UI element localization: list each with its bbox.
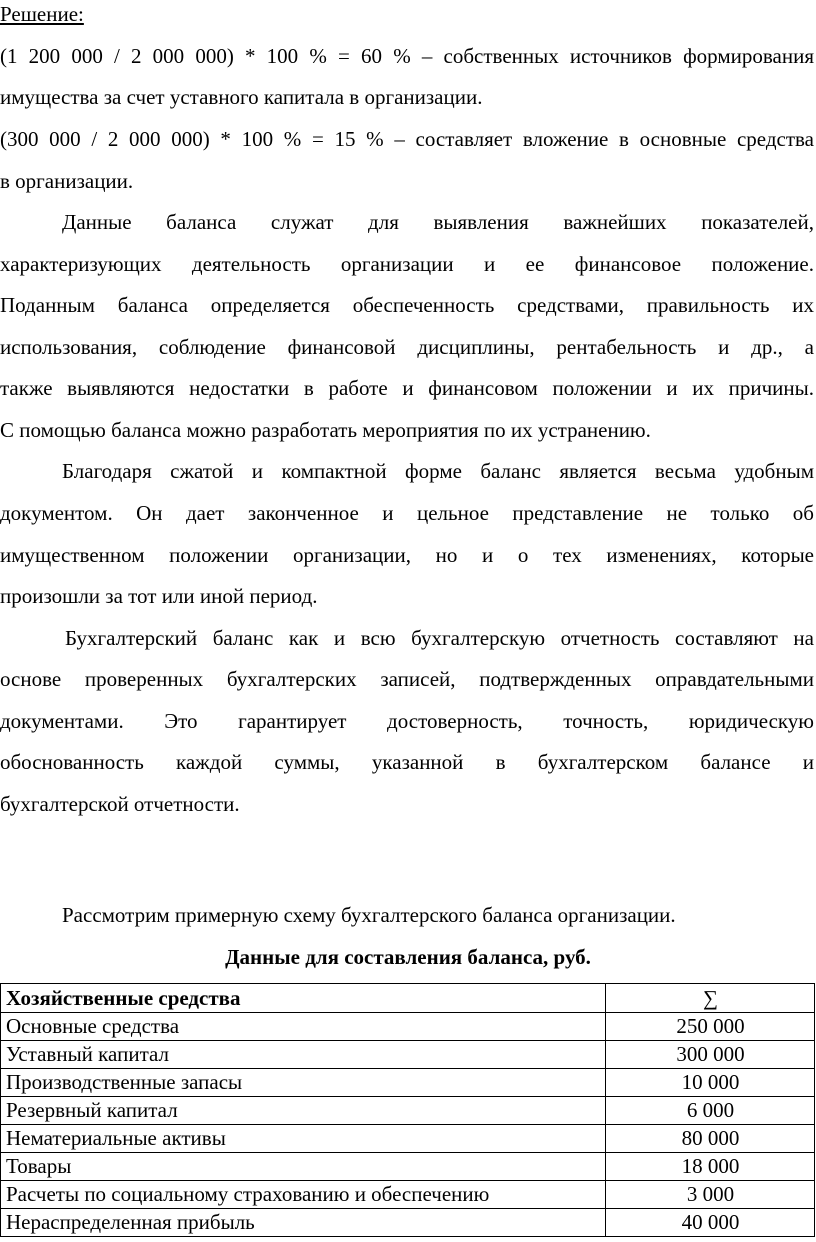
para1-line-5: также выявляются недостатки в работе и финансовом положении и их причины. <box>0 376 814 400</box>
row-value: 80 000 <box>606 1125 815 1153</box>
row-name: Уставный капитал <box>1 1041 606 1069</box>
solution-heading: Решение: <box>0 2 84 26</box>
row-name: Нематериальные активы <box>1 1125 606 1153</box>
row-value: 3 000 <box>606 1181 815 1209</box>
row-value: 300 000 <box>606 1041 815 1069</box>
row-name: Товары <box>1 1153 606 1181</box>
solution-line-2: имущества за счет уставного капитала в организации. <box>0 85 483 109</box>
solution-line-4: в организации. <box>0 169 134 193</box>
table-row <box>1 1181 815 1209</box>
para2-line-3: имущественном положении организации, но и о тех изменениях, которые <box>0 543 814 567</box>
para3-line-4: обоснованность каждой суммы, указанной в бухгалтерском балансе и <box>0 750 814 774</box>
para2-line-2: документом. Он дает законченное и цельное представление не только об <box>0 501 814 525</box>
table-row <box>1 1153 815 1181</box>
row-name: Основные средства <box>1 1013 606 1041</box>
para2-line-4: произошли за тот или иной период. <box>0 584 318 608</box>
para1-line-2: характеризующих деятельность организации и ее финансовое положение. <box>0 252 814 276</box>
para3-line-3: документами. Это гарантирует достоверность, точность, юридическую <box>0 709 814 733</box>
para3-line-1: Бухгалтерский баланс как и всю бухгалтерскую отчетность составляют на <box>65 626 814 650</box>
table-row <box>1 1097 815 1125</box>
row-value: 18 000 <box>606 1153 815 1181</box>
sum-symbol-icon: ∑ <box>606 984 815 1013</box>
table-row <box>1 1069 815 1097</box>
row-value: 10 000 <box>606 1069 815 1097</box>
header-cell-name: Хозяйственные средства <box>1 984 606 1013</box>
solution-line-3: (300 000 / 2 000 000) * 100 % = 15 % – составляет вложение в основные средства <box>0 127 814 151</box>
para3-line-2: основе проверенных бухгалтерских записей, подтвержденных оправдательными <box>0 667 814 691</box>
row-name: Резервный капитал <box>1 1097 606 1125</box>
row-value: 6 000 <box>606 1097 815 1125</box>
row-value: 250 000 <box>606 1013 815 1041</box>
row-name: Нераспределенная прибыль <box>1 1209 606 1237</box>
row-name: Производственные запасы <box>1 1069 606 1097</box>
table-header-row <box>1 984 815 1013</box>
para2-line-1: Благодаря сжатой и компактной форме баланс является весьма удобным <box>62 459 814 483</box>
para1-line-6: С помощью баланса можно разработать мероприятия по их устранению. <box>0 418 651 442</box>
row-name: Расчеты по социальному страхованию и обеспечению <box>1 1181 606 1209</box>
table-row <box>1 1013 815 1041</box>
intro-text: Рассмотрим примерную схему бухгалтерского баланса организации. <box>62 903 676 927</box>
para1-line-4: использования, соблюдение финансовой дисциплины, рентабельность и др., а <box>0 335 814 359</box>
table-row <box>1 1125 815 1153</box>
para1-line-1: Данные баланса служат для выявления важнейших показателей, <box>62 210 814 234</box>
para1-line-3: Поданным баланса определяется обеспеченность средствами, правильность их <box>0 293 814 317</box>
para3-line-5: бухгалтерской отчетности. <box>0 792 240 816</box>
table-row <box>1 1041 815 1069</box>
table-title: Данные для составления баланса, руб. <box>225 945 591 969</box>
row-value: 40 000 <box>606 1209 815 1237</box>
table-row <box>1 1209 815 1237</box>
solution-line-1: (1 200 000 / 2 000 000) * 100 % = 60 % – собственных источников формирования <box>0 44 814 68</box>
balance-data-table <box>0 983 815 1237</box>
